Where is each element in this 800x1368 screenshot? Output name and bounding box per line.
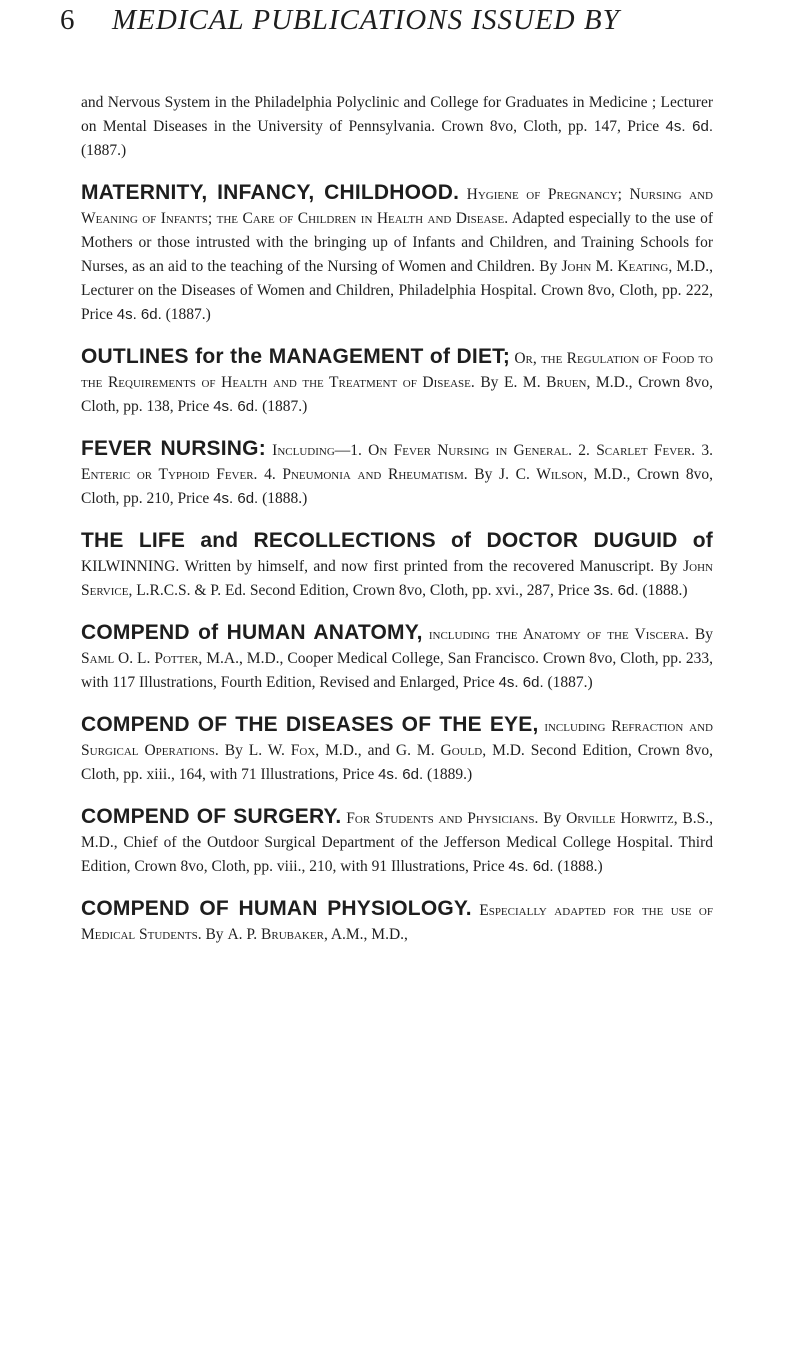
entry-date: (1889.) [423, 766, 473, 783]
entry-subtitle: including Refraction and Surgical Operations. [81, 718, 713, 759]
entry-body: , M.D., and [315, 742, 396, 759]
entry-diet [81, 345, 713, 419]
entry-fever-nursing [81, 437, 713, 511]
entry-title: THE LIFE and RECOLLECTIONS of DOCTOR DUGUID of [81, 529, 713, 552]
entry-author: Saml O. L. Potter [81, 650, 199, 667]
entry-surgery [81, 805, 713, 879]
entry-price: 4s. 6d. [213, 398, 259, 415]
entry-body: , M.D., Crown 8vo, Cloth, pp. 210, Price [81, 466, 714, 507]
entry-title: COMPEND OF HUMAN PHYSIOLOGY. [81, 897, 472, 920]
entry-author: J. C. Wilson [499, 466, 584, 483]
entry-title: COMPEND OF THE DISEASES OF THE EYE, [81, 713, 539, 736]
running-head-title: MEDICAL PUBLICATIONS ISSUED BY [112, 4, 620, 36]
entry-body: , M.D., Crown 8vo, Cloth, pp. 138, Price [81, 374, 713, 415]
entry-price: 4s. 6d. [665, 118, 713, 135]
entry-title: MATERNITY, INFANCY, CHILDHOOD. [81, 181, 460, 204]
entry-physiology [81, 897, 713, 947]
entry-anatomy [81, 621, 713, 695]
entry-price: 3s. 6d. [593, 582, 639, 599]
entry-body: Adapted especially to the use of Mothers or those intrusted with the bringing up of Infants and Children, and Training Schools for Nurses, as an aid to the teaching of the Nursing of Women and Children. By [81, 210, 713, 275]
entry-subtitle: Especially adapted for the use of Medical Students. [81, 902, 713, 943]
publication-list [81, 91, 713, 947]
entry-body: By [474, 374, 504, 391]
entry-body: Written by himself, and now first printed from the recovered Manuscript. By [179, 558, 684, 575]
entry-body: , B.S., M.D., Chief of the Outdoor Surgical Department of the Jefferson Medical College Hospital. Third Edition, Crown 8vo, Cloth, pp. viii., 210, with 91 Illustrations, Price [81, 810, 713, 875]
entry-price: 4s. 6d. [498, 674, 544, 691]
entry-continued-text [81, 91, 713, 163]
entry-author: John Service [81, 558, 713, 599]
entry-date: (1887.) [258, 398, 308, 415]
entry-maternity [81, 181, 713, 327]
running-head [60, 4, 760, 44]
entry-date: (1888.) [258, 490, 308, 507]
entry-author: L. W. Fox [248, 742, 316, 759]
entry-title: COMPEND OF SURGERY. [81, 805, 342, 828]
entry-subtitle: Or, the Regulation of Food to the Requirements of Health and the Treatment of Disease. [81, 350, 713, 391]
entry-eye [81, 713, 713, 787]
entry-date: (1887.) [81, 142, 127, 159]
entry-body: , M.D. Second Edition, Crown 8vo, Cloth, pp. xiii., 164, with 71 Illustrations, Price [81, 742, 713, 783]
entry-subtitle: Hygiene of Pregnancy; Nursing and Weaning of Infants; the Care of Children in Health and Disease. [81, 186, 713, 227]
entry-date: (1888.) [553, 858, 603, 875]
entry-body: By [218, 742, 249, 759]
entry-body: By [201, 926, 228, 943]
entry-author: E. M. Bruen [504, 374, 587, 391]
entry-duguid [81, 529, 713, 603]
entry-title: COMPEND of HUMAN ANATOMY, [81, 621, 423, 644]
entry-body: By [688, 626, 714, 643]
entry-author: John M. Keating [561, 258, 669, 275]
entry-author: Orville Horwitz [566, 810, 674, 827]
entry-author: A. P. Brubaker [227, 926, 324, 943]
entry-title: FEVER NURSING: [81, 437, 266, 460]
entry-price: 4s. 6d. [213, 490, 259, 507]
page-number: 6 [60, 4, 76, 36]
entry-subtitle: Including—1. On Fever Nursing in General. 2. Scarlet Fever. 3. Enteric or Typhoid Fever. 4. Pneumonia and Rheumatism. [81, 442, 713, 483]
entry-subtitle: including the Anatomy of the Viscera. [422, 626, 689, 643]
entry-date: (1888.) [638, 582, 688, 599]
entry-body: By [538, 810, 567, 827]
entry-title: OUTLINES for the MANAGEMENT of DIET; [81, 345, 511, 368]
entry-author: G. M. Gould [395, 742, 483, 759]
entry-price: 4s. 6d. [378, 766, 424, 783]
entry-price: 4s. 6d. [116, 306, 162, 323]
entry-body: , A.M., M.D., [323, 926, 408, 943]
entry-body: , L.R.C.S. & P. Ed. Second Edition, Crown 8vo, Cloth, pp. xvi., 287, Price [128, 582, 594, 599]
entry-subtitle: KILWINNING. [81, 558, 180, 575]
entry-subtitle: For Students and Physicians. [341, 810, 539, 827]
entry-body: By [467, 466, 500, 483]
entry-body: and Nervous System in the Philadelphia Polyclinic and College for Graduates in Medicine ; Lecturer on Mental Diseases in the University of Pennsylvania. Crown 8vo, Cloth, pp. 147, Price [81, 94, 713, 135]
entry-date: (1887.) [161, 306, 211, 323]
entry-body: , M.A., M.D., Cooper Medical College, San Francisco. Crown 8vo, Cloth, pp. 233, with 117 Illustrations, Fourth Edition, Revised and Enlarged, Price [81, 650, 713, 691]
entry-price: 4s. 6d. [508, 858, 554, 875]
entry-body: , M.D., Lecturer on the Diseases of Women and Children, Philadelphia Hospital. Crown 8vo, Cloth, pp. 222, Price [81, 258, 713, 323]
entry-date: (1887.) [543, 674, 593, 691]
